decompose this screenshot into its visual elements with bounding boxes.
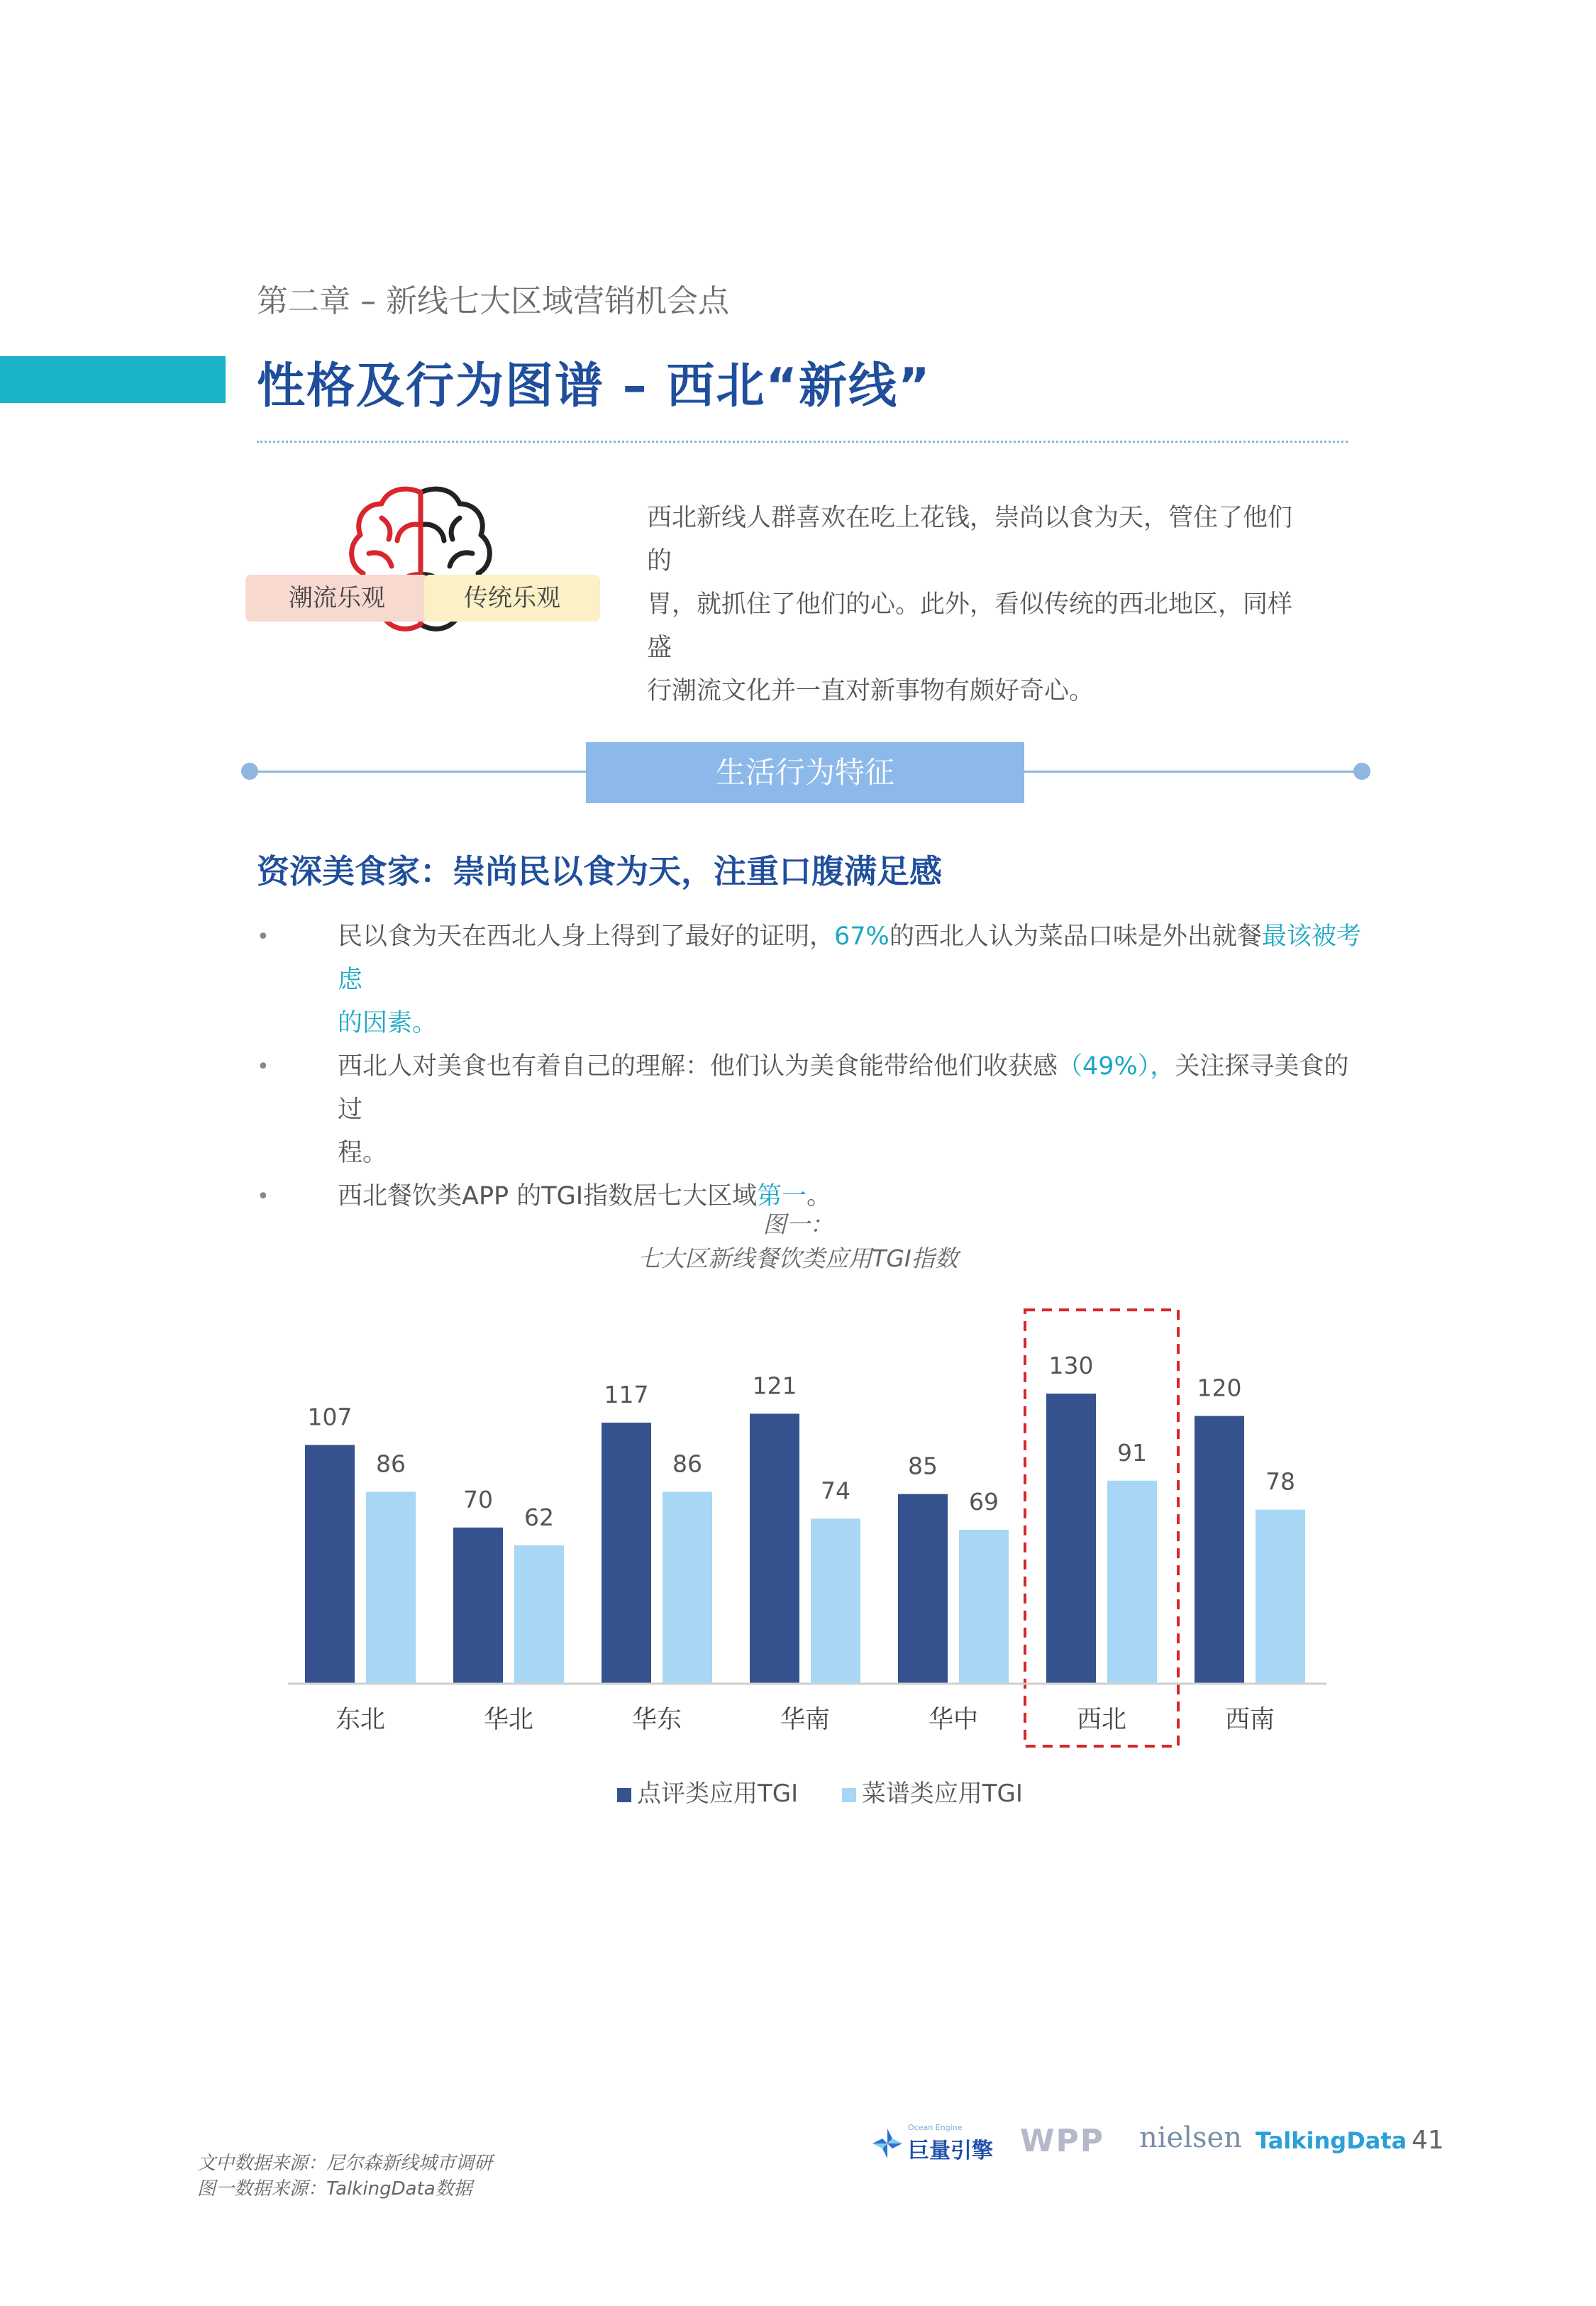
bar-西北-0 bbox=[1046, 1394, 1096, 1684]
chapter-label: 第二章 – 新线七大区域营销机会点 bbox=[257, 283, 729, 319]
bar-华南-1 bbox=[811, 1518, 860, 1684]
bullet-text: 。 bbox=[807, 1182, 832, 1210]
category-label: 东北 bbox=[335, 1706, 386, 1734]
ocean-engine-logo-text: 巨量引擎 bbox=[908, 2139, 993, 2163]
bullet-marker: • bbox=[257, 925, 270, 949]
category-label: 华东 bbox=[631, 1706, 682, 1734]
data-label: 86 bbox=[376, 1450, 406, 1478]
bullet-line: 程。 bbox=[338, 1139, 388, 1167]
nielsen-logo: nielsen bbox=[1139, 2122, 1242, 2154]
intro-line: 西北新线人群喜欢在吃上花钱，崇尚以食为天，管住了他们的 bbox=[647, 504, 1293, 575]
bullet-text: 的西北人认为菜品口味是外出就餐 bbox=[889, 922, 1262, 951]
data-label: 120 bbox=[1197, 1374, 1242, 1402]
category-label: 华南 bbox=[780, 1706, 831, 1734]
bar-东北-0 bbox=[305, 1445, 355, 1684]
bar-西南-1 bbox=[1256, 1510, 1305, 1684]
tag-trendy-optimism: 潮流乐观 bbox=[245, 575, 428, 622]
data-label: 91 bbox=[1117, 1438, 1147, 1467]
bar-华南-0 bbox=[750, 1413, 799, 1684]
tag-traditional-optimism: 传统乐观 bbox=[424, 575, 600, 622]
bar-华北-0 bbox=[453, 1528, 503, 1684]
figure-caption-title: 七大区新线餐饮类应用TGI指数 bbox=[638, 1245, 958, 1272]
bullet-text: 关注探寻美食的过 bbox=[338, 1052, 1349, 1124]
bullet-highlight: （49%）， bbox=[1058, 1052, 1175, 1081]
legend-label-recipe: 菜谱类应用TGI bbox=[861, 1780, 1023, 1808]
data-label: 70 bbox=[463, 1485, 493, 1513]
source-note-text: 文中数据来源：尼尔森新线城市调研 bbox=[197, 2153, 493, 2174]
bar-华东-0 bbox=[602, 1423, 651, 1684]
intro-line: 行潮流文化并一直对新事物有颇好奇心。 bbox=[647, 677, 1095, 705]
figure-caption-label: 图一： bbox=[763, 1210, 833, 1238]
section-label: 生活行为特征 bbox=[586, 742, 1024, 803]
intro-line: 胃，就抓住了他们的心。此外，看似传统的西北地区，同样盛 bbox=[647, 590, 1293, 662]
ocean-engine-logo bbox=[871, 2123, 992, 2163]
source-note-figure: 图一数据来源：TalkingData数据 bbox=[197, 2178, 472, 2200]
talkingdata-logo: TalkingData bbox=[1256, 2127, 1407, 2154]
bullet-highlight: 第一 bbox=[757, 1182, 807, 1210]
legend-label-review: 点评类应用TGI bbox=[637, 1780, 799, 1808]
data-label: 107 bbox=[307, 1403, 353, 1431]
bullet-text: 西北餐饮类APP 的TGI指数居七大区域 bbox=[338, 1182, 758, 1210]
bullet-marker: • bbox=[257, 1054, 270, 1079]
data-label: 78 bbox=[1265, 1467, 1295, 1496]
bar-华中-0 bbox=[898, 1494, 948, 1684]
bar-东北-1 bbox=[366, 1492, 416, 1684]
page-title: 性格及行为图谱 – 西北“新线” bbox=[257, 358, 931, 414]
bar-西北-1 bbox=[1107, 1481, 1157, 1684]
category-label: 西南 bbox=[1224, 1706, 1275, 1734]
ocean-engine-icon bbox=[871, 2127, 904, 2160]
bullet-text: 民以食为天在西北人身上得到了最好的证明， bbox=[338, 922, 835, 951]
data-label: 62 bbox=[524, 1504, 554, 1532]
bar-华北-1 bbox=[514, 1545, 564, 1684]
bullet-marker: • bbox=[257, 1184, 270, 1209]
chart-legend bbox=[617, 1774, 1023, 1809]
ocean-engine-logo-en: Ocean Engine bbox=[908, 2123, 963, 2132]
bullet-highlight: 的因素。 bbox=[338, 1009, 438, 1037]
bar-华东-1 bbox=[663, 1492, 712, 1684]
legend-swatch-review bbox=[617, 1788, 631, 1802]
category-label: 华中 bbox=[928, 1706, 979, 1734]
wpp-logo: WPP bbox=[1020, 2123, 1105, 2159]
category-label: 华北 bbox=[483, 1706, 534, 1734]
data-label: 121 bbox=[752, 1372, 797, 1400]
bar-西南-0 bbox=[1195, 1416, 1244, 1684]
page-number: 41 bbox=[1412, 2126, 1444, 2155]
data-label: 130 bbox=[1048, 1352, 1094, 1380]
data-label: 74 bbox=[821, 1477, 850, 1505]
data-label: 85 bbox=[908, 1452, 938, 1480]
data-label: 69 bbox=[969, 1487, 999, 1516]
bullet-text: 西北人对美食也有着自己的理解：他们认为美食能带给他们收获感 bbox=[338, 1052, 1058, 1081]
bullet-highlight: 67% bbox=[834, 922, 890, 951]
legend-swatch-recipe bbox=[842, 1788, 856, 1802]
category-label: 西北 bbox=[1076, 1706, 1127, 1734]
section-subheading: 资深美食家：崇尚民以食为天，注重口腹满足感 bbox=[257, 852, 942, 890]
bullet-highlight: 最该被考虑 bbox=[338, 922, 1361, 994]
bar-华中-1 bbox=[959, 1530, 1009, 1684]
data-label: 117 bbox=[604, 1381, 649, 1409]
data-label: 86 bbox=[672, 1450, 702, 1478]
